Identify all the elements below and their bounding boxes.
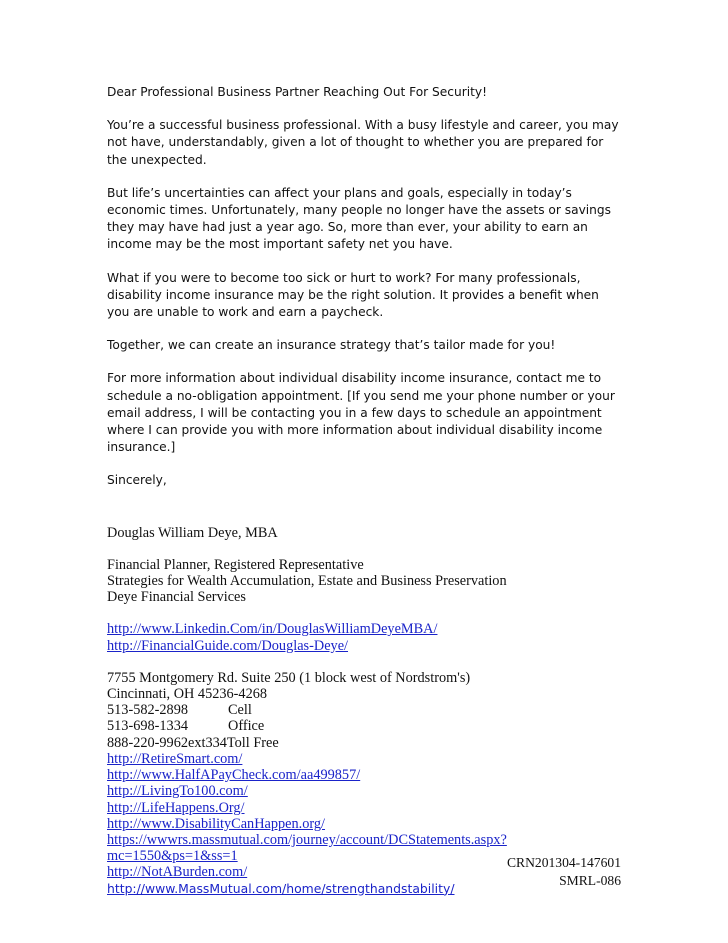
linkedin-link[interactable]: http://www.Linkedin.Com/in/DouglasWilliamDeyeMBA/ — [107, 621, 438, 638]
massmutual-statements-link-cont[interactable]: mc=1550&ps=1&ss=1 — [107, 848, 238, 865]
phone-toll-free: 888-220-9962ext334Toll Free — [107, 734, 279, 751]
crn-code: CRN201304-147601 — [506, 855, 621, 870]
halfapaycheck-link[interactable]: http://www.HalfAPayCheck.com/aa499857/ — [107, 767, 361, 784]
livingto100-link[interactable]: http://LivingTo100.com/ — [107, 783, 248, 800]
paragraph-disability: What if you were to become too sick or hurt to work? For many professionals, disability income insurance may be the right solution. It provides a benefit when you are unable to work and earn a paycheck. — [107, 270, 599, 320]
retiresmart-link[interactable]: http://RetireSmart.com/ — [107, 750, 243, 767]
signature-block — [107, 525, 622, 897]
lifehappens-link[interactable]: http://LifeHappens.Org/ — [107, 799, 245, 816]
paragraph-contact: For more information about individual disability income insurance, contact me to schedule a no-obligation appointment. [If you send me your phone number or your email address, I will be contacting you in a few days to schedule an appointment where I can provide you with more information about individual disability income insurance.] — [107, 371, 615, 455]
smrl-code: SMRL-086 — [559, 873, 621, 888]
letter-text — [107, 84, 622, 490]
phone-label: Cell — [228, 702, 252, 719]
phone-number: 513-698-1334 — [107, 718, 189, 735]
address-line2: Cincinnati, OH 45236-4268 — [107, 686, 268, 703]
greeting: Dear Professional Business Partner Reaching Out For Security! — [107, 85, 487, 99]
letter-body — [107, 84, 622, 897]
phone-number: 513-582-2898 — [107, 702, 189, 719]
compliance-codes — [507, 854, 621, 890]
phone-label: Office — [228, 718, 265, 735]
signer-name: Douglas William Deye, MBA — [107, 524, 278, 541]
phone-cell — [107, 702, 622, 718]
paragraph-uncertainties: But life’s uncertainties can affect your plans and goals, especially in today’s economic times. Unfortunately, many people no longer have the assets or savings they may have had just a year ago. So, more than ever, your ability to earn an income may be the most important safety net you have. — [107, 185, 611, 252]
financialguide-link[interactable]: http://FinancialGuide.com/Douglas-Deye/ — [107, 637, 349, 654]
massmutual-strength-link[interactable]: http://www.MassMutual.com/home/strengthandstability/ — [107, 880, 455, 896]
paragraph-together: Together, we can create an insurance strategy that’s tailor made for you! — [107, 338, 556, 353]
notaburden-link[interactable]: http://NotABurden.com/ — [107, 864, 248, 881]
signer-company: Deye Financial Services — [107, 589, 246, 606]
massmutual-statements-link[interactable]: https://wwwrs.massmutual.com/journey/account/DCStatements.aspx? — [107, 831, 507, 848]
phone-office — [107, 718, 622, 734]
disabilitycanhappen-link[interactable]: http://www.DisabilityCanHappen.org/ — [107, 815, 326, 832]
signer-strategies: Strategies for Wealth Accumulation, Estate and Business Preservation — [107, 573, 507, 590]
address-line1: 7755 Montgomery Rd. Suite 250 (1 block west of Nordstrom's) — [107, 669, 471, 686]
signer-title: Financial Planner, Registered Representative — [107, 556, 364, 573]
paragraph-intro: You’re a successful business professional. With a busy lifestyle and career, you may not have, understandably, given a lot of thought to whether you are prepared for the unexpected. — [107, 118, 619, 167]
closing: Sincerely, — [107, 473, 167, 488]
